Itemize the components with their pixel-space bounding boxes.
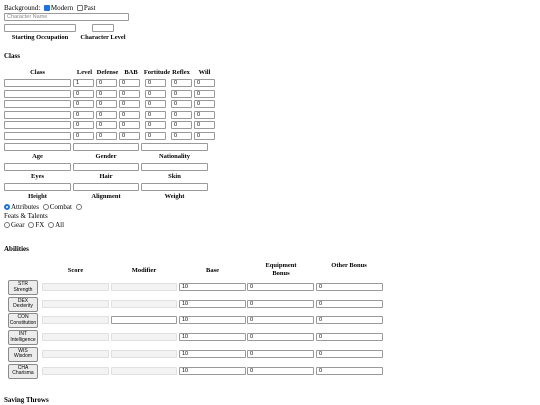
class-defense-input[interactable]: 0 xyxy=(96,132,117,140)
class-defense-input[interactable]: 0 xyxy=(96,100,117,108)
str-modifier-input[interactable] xyxy=(111,283,177,291)
dex-ability-button[interactable] xyxy=(8,297,38,312)
str-full-name: Strength xyxy=(13,286,33,293)
class-header-will: Will xyxy=(198,69,211,76)
class-bab-input[interactable]: 0 xyxy=(119,100,140,108)
dex-base-input[interactable]: 10 xyxy=(179,300,246,308)
other-header: Other Bonus xyxy=(331,262,367,269)
background-label: Background: xyxy=(4,4,41,12)
dex-modifier-input[interactable] xyxy=(111,300,177,308)
int-base-input[interactable]: 10 xyxy=(179,333,246,341)
class-bab-input[interactable]: 0 xyxy=(119,111,140,119)
class-class-input[interactable] xyxy=(4,90,71,98)
int-abbr: INT xyxy=(18,331,28,338)
hair-label: Hair xyxy=(99,173,113,180)
class-reflex-input[interactable]: 0 xyxy=(171,132,192,140)
background-row xyxy=(4,4,96,12)
dex-equipment-input[interactable]: 0 xyxy=(247,300,314,308)
wis-score-input[interactable] xyxy=(42,350,109,358)
class-header-fortitude: Fortitude xyxy=(143,69,171,76)
wis-modifier-input[interactable] xyxy=(111,350,177,358)
class-reflex-input[interactable]: 0 xyxy=(171,90,192,98)
gear-label: Gear xyxy=(11,221,25,229)
attributes-label: Attributes xyxy=(11,203,39,211)
con-modifier-input[interactable] xyxy=(111,316,177,324)
wis-other-input[interactable]: 0 xyxy=(316,350,383,358)
character-name-input[interactable]: Character Name xyxy=(4,13,129,21)
dex-abbr: DEX xyxy=(17,297,29,304)
past-label: Past xyxy=(83,4,96,12)
base-header: Base xyxy=(206,267,219,274)
combat-label: Combat xyxy=(49,203,72,211)
class-reflex-input[interactable]: 0 xyxy=(171,111,192,119)
gear-radio[interactable] xyxy=(4,222,10,228)
class-class-input[interactable] xyxy=(4,79,71,87)
class-class-input[interactable] xyxy=(4,121,71,129)
modifier-header: Modifier xyxy=(131,267,157,274)
class-defense-input[interactable]: 0 xyxy=(96,79,117,87)
class-level-input[interactable]: 0 xyxy=(73,90,94,98)
class-reflex-input[interactable]: 0 xyxy=(171,100,192,108)
past-checkbox[interactable] xyxy=(77,5,83,11)
tab-radio-row-1 xyxy=(2,203,83,211)
class-fortitude-input[interactable]: 0 xyxy=(145,100,166,108)
class-will-input[interactable]: 0 xyxy=(194,100,215,108)
attributes-radio[interactable] xyxy=(4,204,10,210)
weight-label: Weight xyxy=(164,193,185,200)
weight-input[interactable] xyxy=(141,183,208,191)
class-fortitude-input[interactable]: 0 xyxy=(145,111,166,119)
con-ability-button[interactable] xyxy=(8,313,38,328)
class-bab-input[interactable]: 0 xyxy=(119,79,140,87)
all-radio[interactable] xyxy=(48,222,54,228)
str-score-input[interactable] xyxy=(42,283,109,291)
modern-label: Modern xyxy=(50,4,74,12)
cha-equipment-input[interactable]: 0 xyxy=(247,367,314,375)
class-header-defense: Defense xyxy=(96,69,119,76)
class-bab-input[interactable]: 0 xyxy=(119,132,140,140)
equipment-header: Equipment Bonus xyxy=(265,262,297,277)
wis-full-name: Wisdom xyxy=(13,353,33,360)
height-label: Height xyxy=(28,193,47,200)
class-level-input[interactable]: 0 xyxy=(73,111,94,119)
cha-base-input[interactable]: 10 xyxy=(179,367,246,375)
age-label: Age xyxy=(32,153,43,160)
class-fortitude-input[interactable]: 0 xyxy=(145,79,166,87)
int-score-input[interactable] xyxy=(42,333,109,341)
cha-other-input[interactable]: 0 xyxy=(316,367,383,375)
str-abbr: STR xyxy=(18,281,28,287)
class-level-input[interactable]: 1 xyxy=(73,79,94,87)
class-fortitude-input[interactable]: 0 xyxy=(145,121,166,129)
cha-modifier-input[interactable] xyxy=(111,367,177,375)
combat-radio[interactable] xyxy=(43,204,49,210)
wis-abbr: WIS xyxy=(18,347,28,354)
con-equipment-input[interactable]: 0 xyxy=(247,316,314,324)
int-equipment-input[interactable]: 0 xyxy=(247,333,314,341)
class-will-input[interactable]: 0 xyxy=(194,121,215,129)
skin-input[interactable] xyxy=(141,163,208,171)
character-level-input[interactable] xyxy=(92,24,114,32)
class-reflex-input[interactable]: 0 xyxy=(171,79,192,87)
dex-score-input[interactable] xyxy=(42,300,109,308)
str-equipment-input[interactable]: 0 xyxy=(247,283,314,291)
wis-base-input[interactable]: 10 xyxy=(179,350,246,358)
class-header-level: Level xyxy=(76,69,93,76)
class-header-reflex: Reflex xyxy=(172,69,190,76)
class-will-input[interactable]: 0 xyxy=(194,79,215,87)
starting-occupation-label: Starting Occupation xyxy=(11,34,69,41)
int-full-name: Intelligence xyxy=(10,336,36,343)
fx-radio[interactable] xyxy=(28,222,34,228)
str-ability-button[interactable] xyxy=(8,280,38,295)
cha-score-input[interactable] xyxy=(42,367,109,375)
gender-input[interactable] xyxy=(73,143,139,151)
class-will-input[interactable]: 0 xyxy=(194,90,215,98)
con-other-input[interactable]: 0 xyxy=(316,316,383,324)
class-bab-input[interactable]: 0 xyxy=(119,90,140,98)
all-label: All xyxy=(55,221,65,229)
class-fortitude-input[interactable]: 0 xyxy=(145,132,166,140)
feats-radio[interactable] xyxy=(76,204,82,210)
abilities-title: Abilities xyxy=(4,245,29,253)
int-ability-button[interactable] xyxy=(8,330,38,345)
cha-ability-button[interactable] xyxy=(8,364,38,379)
class-class-input[interactable] xyxy=(4,111,71,119)
int-other-input[interactable]: 0 xyxy=(316,333,383,341)
con-base-input[interactable]: 10 xyxy=(179,316,246,324)
nationality-input[interactable] xyxy=(141,143,208,151)
skin-label: Skin xyxy=(168,173,181,180)
score-header: Score xyxy=(67,267,84,274)
class-reflex-input[interactable]: 0 xyxy=(171,121,192,129)
str-other-input[interactable]: 0 xyxy=(316,283,383,291)
class-class-input[interactable] xyxy=(4,100,71,108)
eyes-input[interactable] xyxy=(4,163,71,171)
class-will-input[interactable]: 0 xyxy=(194,132,215,140)
class-class-input[interactable] xyxy=(4,132,71,140)
class-defense-input[interactable]: 0 xyxy=(96,90,117,98)
dex-other-input[interactable]: 0 xyxy=(316,300,383,308)
modern-checkbox[interactable] xyxy=(44,5,50,11)
class-header-bab: BAB xyxy=(124,69,138,76)
tab-radio-row-2 xyxy=(2,221,64,229)
feats-label: Feats & Talents xyxy=(4,212,48,220)
alignment-input[interactable] xyxy=(73,183,139,191)
class-level-input[interactable]: 0 xyxy=(73,100,94,108)
cha-abbr: CHA xyxy=(17,364,29,371)
age-input[interactable] xyxy=(4,143,71,151)
dex-full-name: Dexterity xyxy=(13,303,33,310)
class-level-input[interactable]: 0 xyxy=(73,121,94,129)
gender-label: Gender xyxy=(95,153,117,160)
eyes-label: Eyes xyxy=(31,173,44,180)
class-will-input[interactable]: 0 xyxy=(194,111,215,119)
class-defense-input[interactable]: 0 xyxy=(96,121,117,129)
con-score-input[interactable] xyxy=(42,316,109,324)
int-modifier-input[interactable] xyxy=(111,333,177,341)
con-full-name: Constitution xyxy=(9,319,37,326)
class-header-class: Class xyxy=(30,69,45,76)
wis-ability-button[interactable] xyxy=(8,347,38,362)
class-bab-input[interactable]: 0 xyxy=(119,121,140,129)
wis-equipment-input[interactable]: 0 xyxy=(247,350,314,358)
con-abbr: CON xyxy=(17,314,29,321)
class-defense-input[interactable]: 0 xyxy=(96,111,117,119)
fx-label: FX xyxy=(35,221,45,229)
character-level-label: Character Level xyxy=(80,34,126,41)
nationality-label: Nationality xyxy=(158,153,191,160)
class-fortitude-input[interactable]: 0 xyxy=(145,90,166,98)
class-section-title: Class xyxy=(4,52,20,60)
height-input[interactable] xyxy=(4,183,71,191)
alignment-label: Alignment xyxy=(91,193,121,200)
starting-occupation-input[interactable] xyxy=(4,24,76,32)
class-level-input[interactable]: 0 xyxy=(73,132,94,140)
hair-input[interactable] xyxy=(73,163,139,171)
cha-full-name: Charisma xyxy=(12,370,34,376)
saving-throws-title: Saving Throws xyxy=(4,396,49,404)
str-base-input[interactable]: 10 xyxy=(179,283,246,291)
